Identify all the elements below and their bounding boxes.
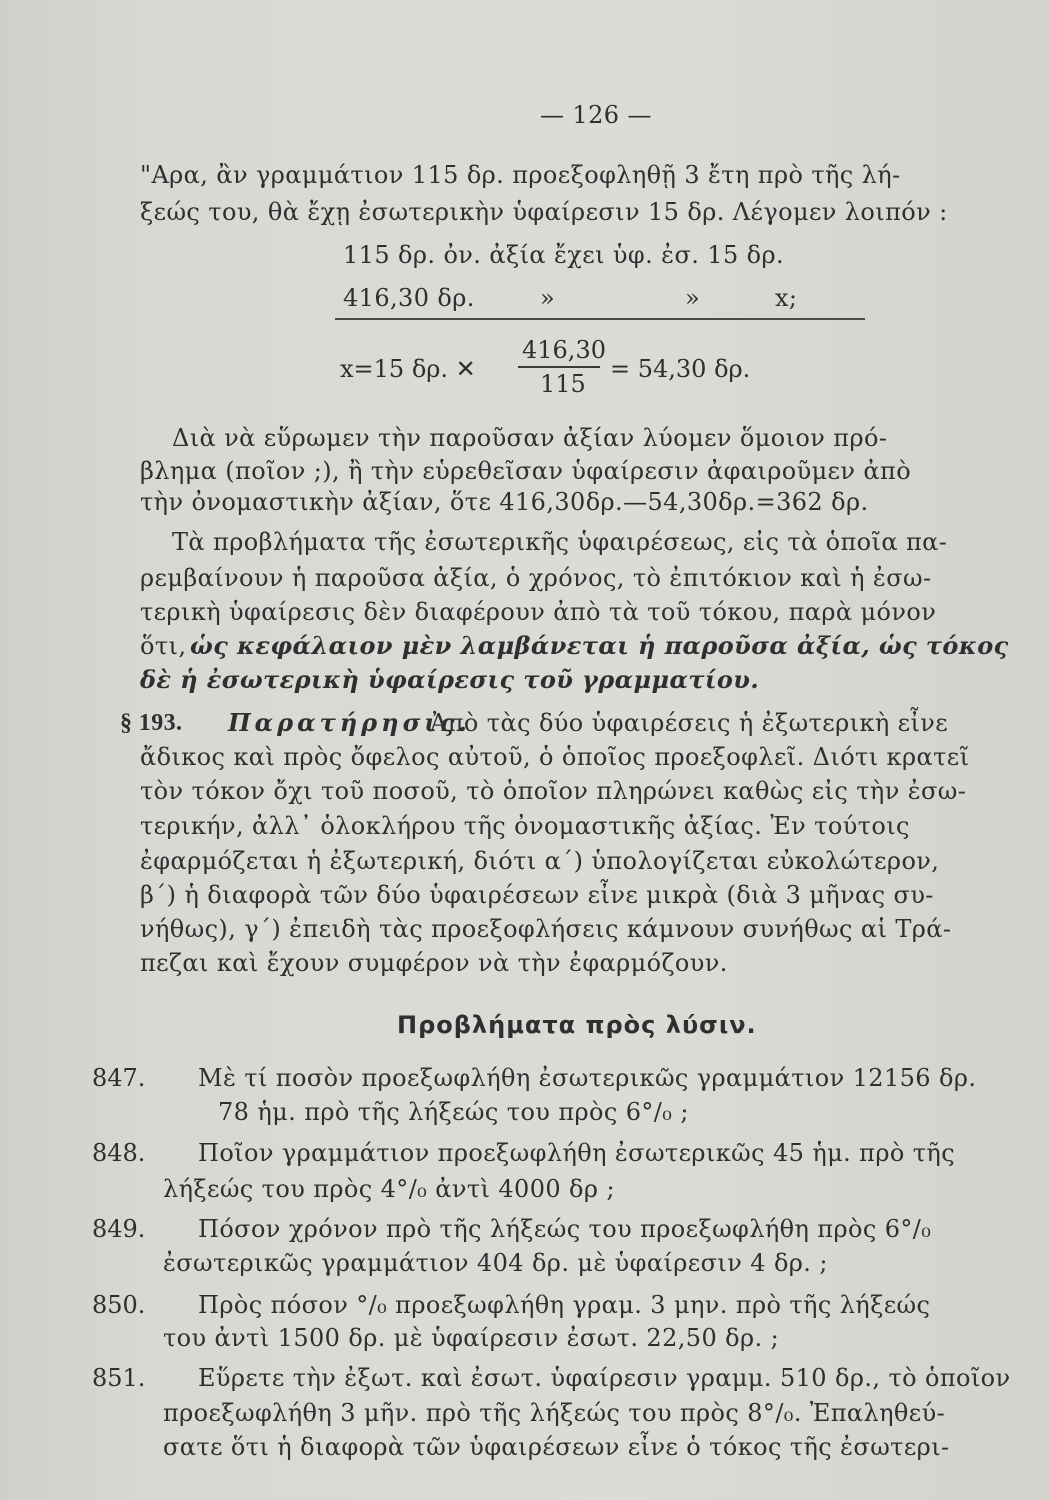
text-line: βλημα (ποῖον ;), ἢ τὴν εὑρεθεῖσαν ὑφαίρεσιν ἀφαιροῦμεν ἀπὸ <box>140 457 912 485</box>
text-line: ἄδικος καὶ πρὸς ὄφελος αὐτοῦ, ὁ ὁποῖος προεξοφλεῖ. Διότι κρατεῖ <box>140 743 970 771</box>
text-line: πεζαι καὶ ἔχουν συμφέρον νὰ τὴν ἐφαρμόζουν. <box>140 949 728 977</box>
problem-number: 851. <box>92 1364 146 1392</box>
page-number: — 126 — <box>540 101 652 129</box>
problem-text: λήξεώς του πρὸς 4°/₀ ἀντὶ 4000 δρ ; <box>163 1175 615 1203</box>
problem-text: του ἀντὶ 1500 δρ. μὲ ὑφαίρεσιν ἐσωτ. 22,50 δρ. ; <box>163 1324 780 1352</box>
proportion-row-1: 115 δρ. ὀν. ἀξία ἔχει ὑφ. ἐσ. 15 δρ. <box>343 241 785 269</box>
problem-number: 847. <box>92 1064 146 1092</box>
text-line: Διὰ νὰ εὕρωμεν τὴν παροῦσαν ἀξίαν λύομεν ὅμοιον πρό- <box>172 424 888 452</box>
problems-heading: Προβλήματα πρὸς λύσιν. <box>397 1011 757 1039</box>
problem-text: Μὲ τί ποσὸν προεξωφλήθη ἐσωτερικῶς γραμμάτιον 12156 δρ. <box>198 1064 977 1092</box>
text-line: τερικήν, ἀλλ᾽ ὁλοκλήρου τῆς ὀνομαστικῆς ἀξίας. Ἐν τούτοις <box>140 812 910 840</box>
text-line: ἐφαρμόζεται ἡ ἐξωτερική, διότι α΄) ὑπολογίζεται εὐκολώτερον, <box>140 847 940 875</box>
section-number: § 193. <box>120 710 183 736</box>
text-line: Τὰ προβλήματα τῆς ἐσωτερικῆς ὑφαιρέσεως, εἰς τὰ ὁποῖα πα- <box>172 528 948 556</box>
emphasis-line: ὡς κεφάλαιον μὲν λαμβάνεται ἡ παροῦσα ἀξία, ὡς τόκος <box>190 631 1009 660</box>
fraction-bar <box>518 366 600 368</box>
formula-right: = 54,30 δρ. <box>610 355 751 383</box>
problem-text: Ποῖον γραμμάτιον προεξωφλήθη ἐσωτερικῶς 45 ἡμ. πρὸ τῆς <box>198 1139 956 1167</box>
proportion-rule <box>335 318 865 320</box>
text-line: Ἀπὸ τὰς δύο ὑφαιρέσεις ἡ ἐξωτερικὴ εἶνε <box>430 709 949 737</box>
problem-text: Πόσον χρόνον πρὸ τῆς λήξεώς του προεξωφλήθη πρὸς 6°/₀ <box>198 1215 932 1243</box>
text-line: β΄) ἡ διαφορὰ τῶν δύο ὑφαιρέσεων εἶνε μικρὰ (διὰ 3 μῆνας συ- <box>140 881 934 909</box>
problem-text: Εὕρετε τὴν ἐξωτ. καὶ ἐσωτ. ὑφαίρεσιν γραμμ. 510 δρ., τὸ ὁποῖον <box>198 1364 1011 1392</box>
problem-number: 850. <box>92 1291 146 1319</box>
text-line: "Αρα, ἂν γραμμάτιον 115 δρ. προεξοφληθῇ 3 ἔτη πρὸ τῆς λή- <box>140 161 901 189</box>
problem-text: ἐσωτερικῶς γραμμάτιον 404 δρ. μὲ ὑφαίρεσιν 4 δρ. ; <box>163 1249 828 1277</box>
formula-numerator: 416,30 <box>522 336 606 364</box>
formula-left: x=15 δρ. ✕ <box>340 355 476 383</box>
formula-denominator: 115 <box>540 370 586 398</box>
text-line: τὴν ὀνομαστικὴν ἀξίαν, ὅτε 416,30δρ.—54,30δρ.=362 δρ. <box>140 488 869 516</box>
text-line: νήθως), γ΄) ἐπειδὴ τὰς προεξοφλήσεις κάμνουν συνήθως αἱ Τρά- <box>140 915 952 943</box>
problem-number: 848. <box>92 1139 146 1167</box>
proportion-row-2-a: 416,30 δρ. <box>343 284 475 312</box>
emphasis-line: δὲ ἡ ἐσωτερικὴ ὑφαίρεσις τοῦ γραμματίου. <box>140 665 760 694</box>
problem-text: 78 ἡμ. πρὸ τῆς λήξεώς του πρὸς 6°/₀ ; <box>218 1098 689 1126</box>
problem-text: σατε ὅτι ἡ διαφορὰ τῶν ὑφαιρέσεων εἶνε ὁ τόκος τῆς ἐσωτερι- <box>163 1433 950 1461</box>
text-line: τὸν τόκον ὄχι τοῦ ποσοῦ, τὸ ὁποῖον πληρώνει καθὼς εἰς τὴν ἐσω- <box>140 777 967 805</box>
problem-number: 849. <box>92 1215 146 1243</box>
proportion-row-2-d: x; <box>775 284 798 312</box>
problem-text: προεξωφλήθη 3 μῆν. πρὸ τῆς λήξεώς του πρὸς 8°/₀. Ἐπαληθεύ- <box>163 1399 946 1427</box>
text-line: ρεμβαίνουν ἡ παροῦσα ἀξία, ὁ χρόνος, τὸ ἐπιτόκιον καὶ ἡ ἐσω- <box>140 564 932 592</box>
text-line: τερικὴ ὑφαίρεσις δὲν διαφέρουν ἀπὸ τὰ τοῦ τόκου, παρὰ μόνον <box>140 598 937 626</box>
proportion-row-2-c: » <box>685 284 701 312</box>
proportion-row-2-b: » <box>540 284 556 312</box>
problem-text: Πρὸς πόσον °/₀ προεξωφλήθη γραμ. 3 μην. πρὸ τῆς λήξεώς <box>198 1291 931 1319</box>
section-title: Παρατήρησις. <box>228 708 471 737</box>
text-line: ξεώς του, θὰ ἔχῃ ἐσωτερικὴν ὑφαίρεσιν 15 δρ. Λέγομεν λοιπόν : <box>140 198 948 226</box>
text-line: ὅτι, <box>140 632 187 660</box>
